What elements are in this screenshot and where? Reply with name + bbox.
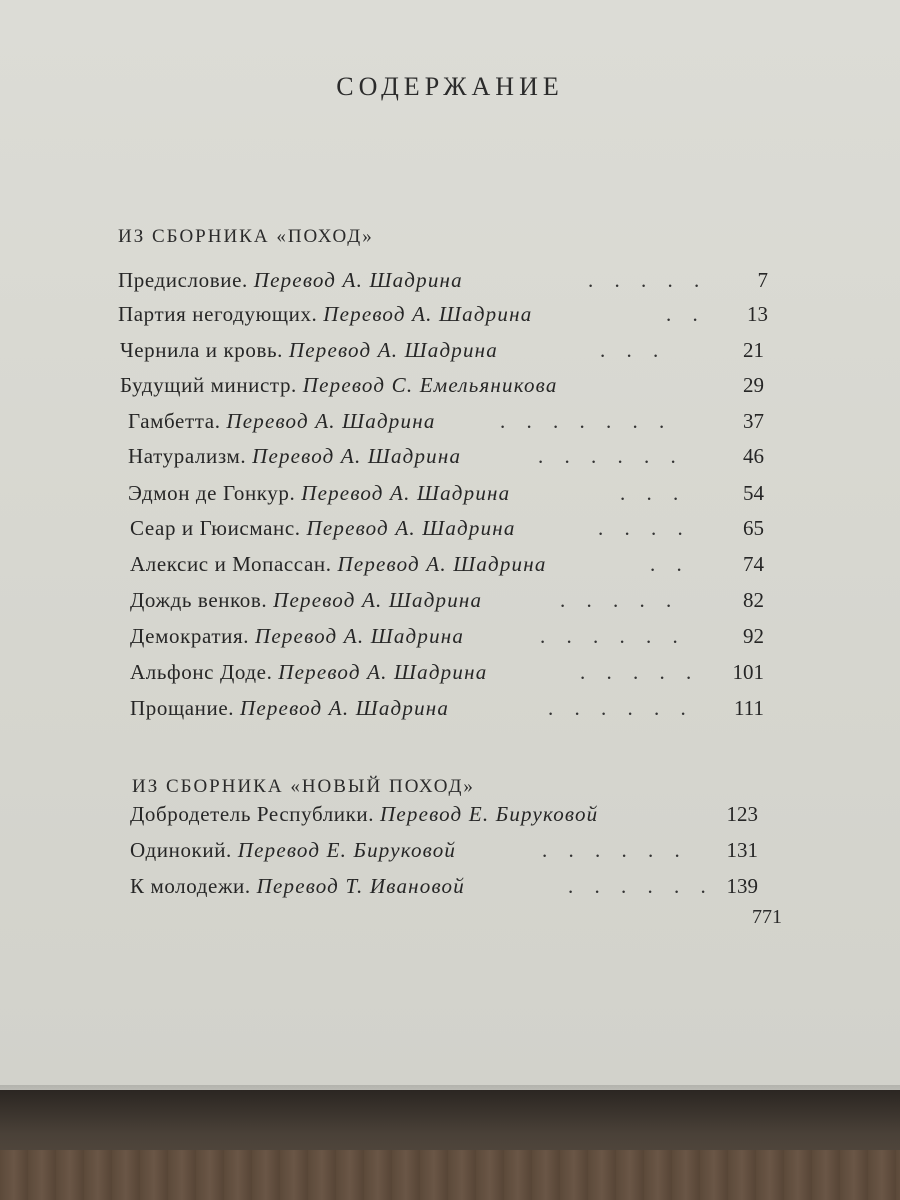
entry-page: 111 xyxy=(734,696,764,720)
entry-text: К молодежи. Перевод Т. Ивановой xyxy=(130,874,465,898)
entry-text: Натурализм. Перевод А. Шадрина xyxy=(128,444,462,468)
entry-text: Партия негодующих. Перевод А. Шадрина xyxy=(118,302,533,326)
section-title-pokhod: ИЗ СБОРНИКА «ПОХОД» xyxy=(118,226,374,247)
toc-entry[interactable]: К молодежи. Перевод Т. Ивановой . . . . . . 139 xyxy=(130,874,758,898)
toc-entry[interactable]: Предисловие. Перевод А. Шадрина . . . . . 7 xyxy=(118,268,768,292)
entry-page: 54 xyxy=(743,481,764,505)
toc-entry[interactable]: Гамбетта. Перевод А. Шадрина . . . . . . . 37 xyxy=(128,409,764,433)
toc-entry[interactable]: Одинокий. Перевод Е. Бируковой . . . . . . 131 xyxy=(130,838,758,862)
entry-text: Демократия. Перевод А. Шадрина xyxy=(130,624,465,648)
entry-page: 7 xyxy=(757,268,768,292)
entry-text: Сеар и Гюисманс. Перевод А. Шадрина xyxy=(130,516,516,540)
toc-entry[interactable]: Демократия. Перевод А. Шадрина . . . . . . 92 xyxy=(130,624,764,648)
entry-text: Алексис и Мопассан. Перевод А. Шадрина xyxy=(130,552,547,576)
entry-text: Эдмон де Гонкур. Перевод А. Шадрина xyxy=(128,481,511,505)
entry-text: Гамбетта. Перевод А. Шадрина xyxy=(128,409,436,433)
entry-page: 13 xyxy=(747,302,768,326)
entry-page: 21 xyxy=(743,338,764,362)
table-surface xyxy=(0,1150,900,1200)
entry-text: Одинокий. Перевод Е. Бируковой xyxy=(130,838,457,862)
toc-entry[interactable] xyxy=(130,802,760,832)
contents-heading: СОДЕРЖАНИЕ xyxy=(336,72,564,101)
entry-text: Добродетель Республики. Перевод Е. Бируковой xyxy=(130,802,599,826)
entry-text: Прощание. Перевод А. Шадрина xyxy=(130,696,450,720)
toc-entry[interactable]: Натурализм. Перевод А. Шадрина . . . . . . 46 xyxy=(128,444,764,468)
entry-page: 29 xyxy=(743,373,764,397)
toc-entry[interactable]: Прощание. Перевод А. Шадрина . . . . . . 111 xyxy=(130,696,764,720)
entry-page: 37 xyxy=(743,409,764,433)
entry-page: 74 xyxy=(743,552,764,576)
toc-entry[interactable]: Чернила и кровь. Перевод А. Шадрина . . . 21 xyxy=(120,338,764,362)
toc-entry[interactable]: Дождь венков. Перевод А. Шадрина . . . . . 82 xyxy=(130,588,764,612)
toc-entry[interactable]: Эдмон де Гонкур. Перевод А. Шадрина . . . 54 xyxy=(128,481,764,505)
toc-entry[interactable]: Альфонс Доде. Перевод А. Шадрина . . . . . 101 xyxy=(130,660,764,684)
entry-page: 123 xyxy=(726,802,758,826)
toc-entry[interactable]: Партия негодующих. Перевод А. Шадрина . . 13 xyxy=(118,302,768,326)
entry-text: Предисловие. Перевод А. Шадрина xyxy=(118,268,463,292)
section-title-novyi-pokhod: ИЗ СБОРНИКА «НОВЫЙ ПОХОД» xyxy=(132,776,475,797)
entry-page: 65 xyxy=(743,516,764,540)
toc-entry[interactable]: Сеар и Гюисманс. Перевод А. Шадрина . . . . 65 xyxy=(130,516,764,540)
entry-text: Будущий министр. Перевод С. Емельяникова xyxy=(120,373,558,397)
entry-text: Альфонс Доде. Перевод А. Шадрина xyxy=(130,660,488,684)
entry-text: Дождь венков. Перевод А. Шадрина xyxy=(130,588,483,612)
entry-page: 46 xyxy=(743,444,764,468)
entry-page: 101 xyxy=(732,660,764,684)
entry-page: 92 xyxy=(743,624,764,648)
entry-page: 131 xyxy=(726,838,758,862)
toc-entry[interactable] xyxy=(120,373,768,403)
entry-text: Чернила и кровь. Перевод А. Шадрина xyxy=(120,338,499,362)
entry-page: 82 xyxy=(743,588,764,612)
page-number: 771 xyxy=(752,906,782,928)
entry-page: 139 xyxy=(726,874,758,898)
toc-entry[interactable]: Алексис и Мопассан. Перевод А. Шадрина . . 74 xyxy=(130,552,764,576)
